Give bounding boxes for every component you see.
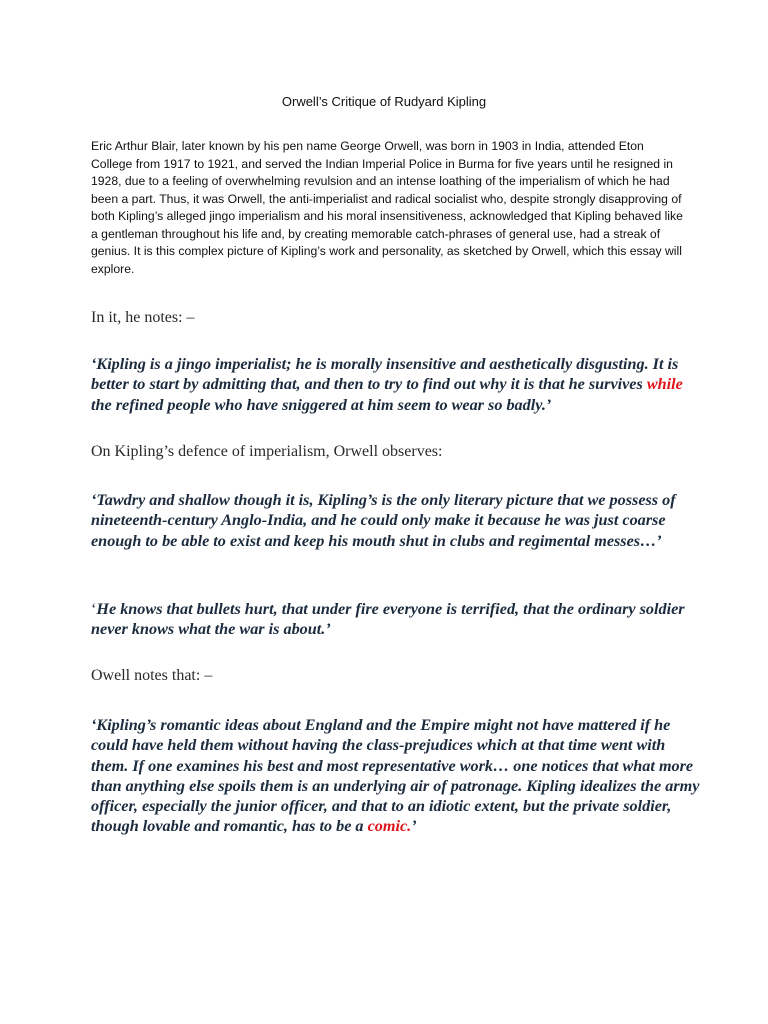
quote-text: the refined people who have sniggered at him seem to wear so badly.’ (91, 395, 552, 414)
highlighted-word: while (646, 375, 683, 394)
intro-paragraph: Eric Arthur Blair, later known by his pen name George Orwell, was born in 1903 in India, attended Eton College from 1917 to 1921, and served the Indian Imperial Police in Burma for five years until he resigned in 1928, due to a feeling of overwhelming revulsion and an intense loathing of the imperialism of which he had been a part. Thus, it was Orwell, the anti-imperialist and radical socialist who, despite strongly disapproving of both Kipling’s alleged jingo imperialism and his moral insensitiveness, acknowledged that Kipling behaved like a gentleman throughout his life and, by creating memorable catch-phrases of general use, had a streak of genius. It is this complex picture of Kipling’s work and personality, as sketched by Orwell, which this essay will explore. (91, 139, 683, 276)
highlighted-word: comic. (367, 817, 412, 836)
lead-defence-of-imperialism: On Kipling’s defence of imperialism, Orwell observes: (91, 443, 443, 460)
quote-jingo-imperialist (91, 354, 701, 415)
quote-text: ‘Kipling is a jingo imperialist; he is morally insensitive and aesthetically disgusting. It is better to start by admitting that, and then to try to find out why it is that he survives (91, 355, 679, 394)
quote-text: He knows that bullets hurt, that under fire everyone is terrified, that the ordinary soldier never knows what the war is about.’ (91, 600, 685, 639)
opening-quote-mark: ‘ (91, 600, 97, 618)
quote-romantic-ideas (91, 715, 701, 837)
quote-bullets-hurt (91, 599, 701, 640)
lead-owell-notes: Owell notes that: – (91, 667, 213, 684)
quote-text: ’ (411, 817, 417, 836)
document-title: Orwell’s Critique of Rudyard Kipling (281, 94, 487, 109)
quote-tawdry-and-shallow: ‘Tawdry and shallow though it is, Kipling’s is the only literary picture that we possess of nineteenth-century Anglo-India, and he could only make it because he was just coarse enough to be able to exist and keep his mouth shut in clubs and regimental messes…’ (91, 491, 676, 550)
lead-in-notes: In it, he notes: – (91, 309, 195, 326)
quote-text: ‘Kipling’s romantic ideas about England and the Empire might not have mattered if he could have held them without having the class-prejudices which at that time went with them. If one examines his best and most representative work… one notices that what more than anything else spoils them is an underlying air of patronage. Kipling idealizes the army officer, especially the junior officer, and that to an idiotic extent, but the private soldier, though lovable and romantic, has to be a (91, 716, 700, 836)
